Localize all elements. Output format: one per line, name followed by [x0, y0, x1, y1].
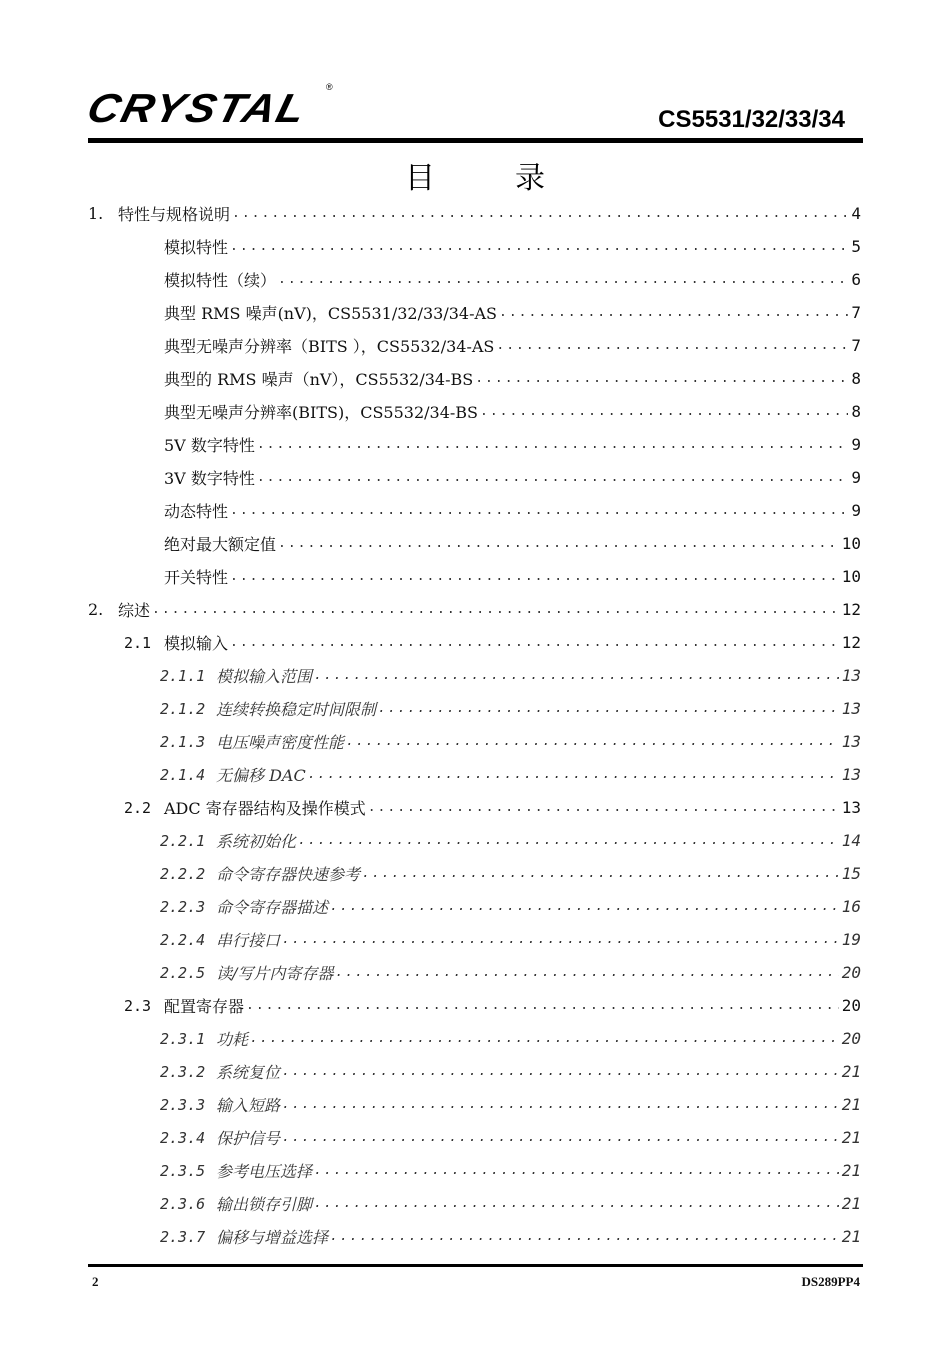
toc-entry-label: 系统复位: [216, 1063, 281, 1082]
toc-entry-label: 命令寄存器描述: [216, 898, 329, 917]
toc-entry-number: 2.2: [124, 798, 152, 817]
toc-entry-number: 2.3.4: [160, 1128, 206, 1147]
toc-entry-page: 12: [841, 633, 861, 652]
toc-leader-dots: [232, 206, 848, 221]
toc-entry-number: 2.3: [124, 996, 152, 1015]
toc-leader-dots: [250, 1031, 839, 1046]
toc-leader-dots: [308, 767, 839, 782]
toc-leader-dots: [496, 338, 848, 353]
toc-entry-page: 12: [841, 600, 861, 619]
toc-entry[interactable]: [88, 824, 861, 857]
toc-entry-label: 典型无噪声分辨率(BITS)，CS5532/34-BS: [164, 403, 478, 422]
toc-entry-page: 7: [851, 336, 861, 355]
page-header: [82, 78, 863, 140]
toc-leader-dots: [230, 569, 839, 584]
toc-leader-dots: [330, 1229, 839, 1244]
toc-leader-dots: [480, 404, 848, 419]
toc-entry[interactable]: [88, 692, 861, 725]
toc-leader-dots: [346, 734, 839, 749]
toc-leader-dots: [298, 833, 839, 848]
document-code: DS289PP4: [801, 1274, 860, 1289]
toc-entry-page: 9: [851, 435, 861, 454]
toc-entry[interactable]: [88, 428, 861, 461]
toc-entry-page: 8: [851, 402, 861, 421]
toc-entry[interactable]: [88, 659, 861, 692]
toc-entry-page: 13: [841, 699, 861, 718]
toc-entry[interactable]: [88, 923, 861, 956]
toc-entry[interactable]: [88, 296, 861, 329]
toc-leader-dots: [330, 899, 839, 914]
toc-entry-page: 4: [851, 204, 861, 223]
toc-entry-number: 2.2.1: [160, 831, 206, 850]
toc-leader-dots: [475, 371, 848, 386]
toc-entry-label: 输入短路: [216, 1096, 281, 1115]
toc-entry-number: 2.1.4: [160, 765, 206, 784]
toc-entry[interactable]: [88, 1088, 861, 1121]
toc-entry-label: 典型 RMS 噪声(nV)，CS5531/32/33/34-AS: [164, 304, 498, 323]
toc-entry-number: 1.: [88, 204, 104, 223]
toc-entry-number: 2.2.5: [160, 963, 206, 982]
toc-leader-dots: [278, 272, 848, 287]
toc-entry[interactable]: [88, 989, 861, 1022]
toc-entry-number: 2.3.2: [160, 1062, 206, 1081]
toc-entry-label: 3V 数字特性: [164, 469, 255, 488]
toc-entry-label: 输出锁存引脚: [216, 1195, 313, 1214]
toc-entry-label: 特性与规格说明: [118, 205, 231, 224]
toc-entry-page: 7: [851, 303, 861, 322]
toc-entry-label: 模拟输入范围: [216, 667, 313, 686]
toc-entry-label: 系统初始化: [216, 832, 297, 851]
toc-entry-page: 16: [841, 897, 861, 916]
toc-entry[interactable]: [88, 461, 861, 494]
toc-entry-label: 绝对最大额定值: [164, 535, 277, 554]
toc-leader-dots: [246, 998, 839, 1013]
toc-entry[interactable]: [88, 527, 861, 560]
toc-entry-number: 2.3.1: [160, 1029, 206, 1048]
toc-entry-page: 21: [841, 1161, 861, 1180]
toc-entry-number: 2.3.5: [160, 1161, 206, 1180]
toc-entry-page: 21: [841, 1227, 861, 1246]
toc-entry-page: 21: [841, 1128, 861, 1147]
toc-entry-number: 2.2.4: [160, 930, 206, 949]
toc-entry[interactable]: [88, 626, 861, 659]
toc-leader-dots: [314, 1196, 839, 1211]
toc-entry[interactable]: [88, 1121, 861, 1154]
toc-entry[interactable]: [88, 725, 861, 758]
toc-entry[interactable]: [88, 230, 861, 263]
toc-leader-dots: [152, 602, 839, 617]
registered-mark: ®: [326, 82, 333, 92]
toc-leader-dots: [230, 239, 848, 254]
toc-entry-page: 20: [841, 1029, 861, 1048]
toc-entry[interactable]: [88, 1187, 861, 1220]
toc-entry-page: 20: [841, 996, 861, 1015]
toc-entry-label: 保护信号: [216, 1129, 281, 1148]
toc-entry-page: 21: [841, 1095, 861, 1114]
toc-entry-page: 21: [841, 1062, 861, 1081]
toc-entry-label: 读/写片内寄存器: [216, 964, 334, 983]
toc-leader-dots: [499, 305, 848, 320]
toc-entry-page: 21: [841, 1194, 861, 1213]
toc-entry-label: 无偏移 DAC: [216, 766, 306, 785]
crystal-logo: CRYSTAL: [82, 86, 312, 132]
toc-entry-label: 配置寄存器: [164, 997, 245, 1016]
toc-entry-page: 20: [841, 963, 861, 982]
toc-entry-label: 模拟特性: [164, 238, 229, 257]
toc-entry[interactable]: [88, 857, 861, 890]
toc-entry-label: 典型无噪声分辨率（BITS ），CS5532/34-AS: [164, 337, 495, 356]
toc-entry-label: 动态特性: [164, 502, 229, 521]
toc-entry-page: 9: [851, 501, 861, 520]
toc-entry-page: 13: [841, 666, 861, 685]
toc-entry[interactable]: [88, 395, 861, 428]
toc-entry-number: 2.1.1: [160, 666, 206, 685]
toc-entry-label: 电压噪声密度性能: [216, 733, 345, 752]
toc-entry-page: 5: [851, 237, 861, 256]
toc-leader-dots: [257, 470, 849, 485]
toc-leader-dots: [257, 437, 849, 452]
toc-entry[interactable]: [88, 1154, 861, 1187]
toc-entry[interactable]: [88, 1022, 861, 1055]
toc-leader-dots: [378, 701, 839, 716]
toc-entry-label: 连续转换稳定时间限制: [216, 700, 377, 719]
toc-entry-label: 偏移与增益选择: [216, 1228, 329, 1247]
toc-entry-label: 综述: [118, 601, 151, 620]
toc-entry-page: 13: [841, 732, 861, 751]
toc-leader-dots: [314, 1163, 839, 1178]
toc-entry-page: 13: [841, 765, 861, 784]
toc-entry-page: 10: [841, 567, 861, 586]
toc-entry-label: 串行接口: [216, 931, 281, 950]
toc-entry-number: 2.: [88, 600, 104, 619]
toc-leader-dots: [230, 503, 848, 518]
toc-entry-label: 命令寄存器快速参考: [216, 865, 361, 884]
toc-leader-dots: [230, 635, 839, 650]
toc-entry-page: 6: [851, 270, 861, 289]
toc-entry[interactable]: [88, 791, 861, 824]
toc-entry[interactable]: [88, 1055, 861, 1088]
toc-entry-page: 10: [841, 534, 861, 553]
toc-leader-dots: [278, 536, 839, 551]
toc-leader-dots: [335, 965, 838, 980]
toc-entry-label: ADC 寄存器结构及操作模式: [164, 799, 366, 818]
toc-entry[interactable]: [88, 263, 861, 296]
toc-entry[interactable]: [88, 362, 861, 395]
toc-leader-dots: [282, 1097, 839, 1112]
toc-entry[interactable]: [88, 956, 861, 989]
toc-entry[interactable]: [88, 494, 861, 527]
toc-leader-dots: [368, 800, 839, 815]
toc-leader-dots: [282, 1130, 839, 1145]
footer-rule: [88, 1264, 863, 1267]
toc-leader-dots: [282, 932, 839, 947]
toc-entry-label: 模拟特性（续）: [164, 271, 277, 290]
toc-entry-label: 开关特性: [164, 568, 229, 587]
toc-entry-label: 参考电压选择: [216, 1162, 313, 1181]
toc-entry-number: 2.3.6: [160, 1194, 206, 1213]
toc-leader-dots: [314, 668, 839, 683]
toc-entry-label: 功耗: [216, 1030, 249, 1049]
toc-entry-page: 15: [841, 864, 861, 883]
toc-entry-page: 14: [841, 831, 861, 850]
toc-entry-label: 模拟输入: [164, 634, 229, 653]
toc-entry-number: 2.3.7: [160, 1227, 206, 1246]
toc-entry-number: 2.2.3: [160, 897, 206, 916]
toc-entry[interactable]: [88, 758, 861, 791]
toc-leader-dots: [282, 1064, 839, 1079]
toc-entry-page: 9: [851, 468, 861, 487]
toc-entry[interactable]: [88, 329, 861, 362]
toc-leader-dots: [362, 866, 839, 881]
page-number: 2: [92, 1274, 99, 1289]
toc-entry[interactable]: [88, 1220, 861, 1253]
table-of-contents: [88, 197, 861, 1253]
toc-entry-number: 2.1.3: [160, 732, 206, 751]
toc-entry-number: 2.3.3: [160, 1095, 206, 1114]
header-rule: [88, 138, 863, 143]
toc-entry-number: 2.2.2: [160, 864, 206, 883]
toc-entry-page: 8: [851, 369, 861, 388]
toc-entry[interactable]: [88, 593, 861, 626]
toc-entry[interactable]: [88, 560, 861, 593]
toc-entry-page: 13: [841, 798, 861, 817]
toc-entry-page: 19: [841, 930, 861, 949]
toc-entry-number: 2.1.2: [160, 699, 206, 718]
toc-entry-number: 2.1: [124, 633, 152, 652]
toc-title: 目录: [405, 161, 625, 196]
toc-entry-label: 典型的 RMS 噪声（nV），CS5532/34-BS: [164, 370, 474, 389]
toc-entry[interactable]: [88, 197, 861, 230]
toc-entry[interactable]: [88, 890, 861, 923]
document-id: CS5531/32/33/34: [658, 106, 845, 133]
toc-entry-label: 5V 数字特性: [164, 436, 255, 455]
